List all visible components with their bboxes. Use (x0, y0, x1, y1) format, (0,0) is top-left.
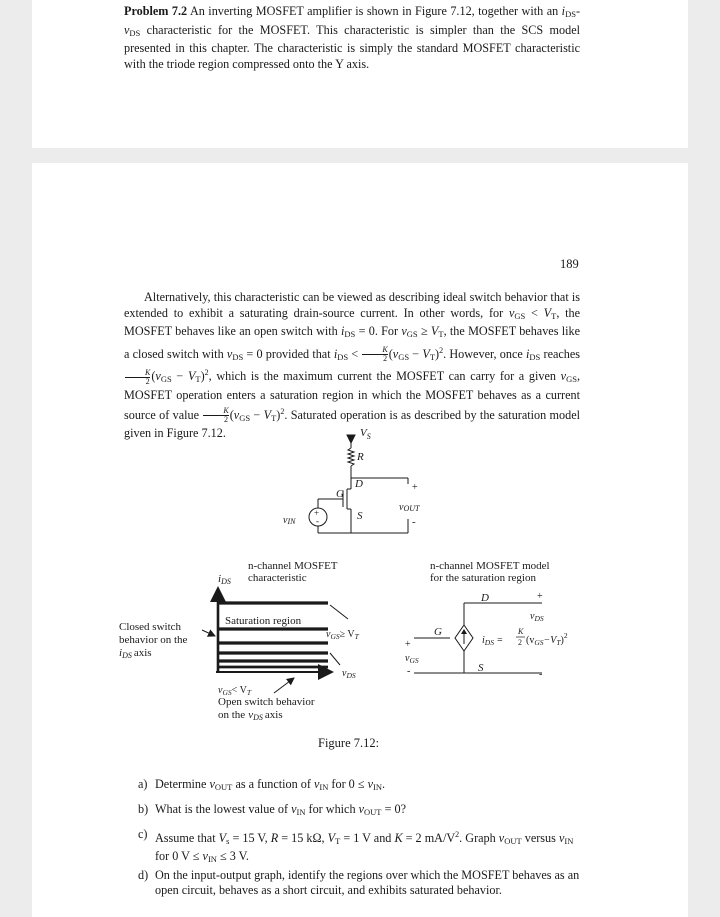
svg-text:Closed switch: Closed switch (119, 621, 182, 633)
figure-7-12 (32, 421, 688, 761)
svg-text:+: + (412, 482, 418, 493)
svg-text:Saturation region: Saturation region (225, 615, 302, 627)
svg-text:-: - (412, 516, 416, 528)
svg-text:D: D (481, 592, 489, 604)
svg-text:G: G (336, 488, 344, 500)
svg-text:vOUT: vOUT (399, 502, 420, 513)
question-b: b) What is the lowest value of $v_{IN}$ for which $v_{OUT} = 0$? (138, 802, 406, 817)
page-189 (32, 163, 688, 917)
svg-text:vIN: vIN (283, 515, 296, 526)
page-top (32, 0, 688, 148)
characteristic-graph (119, 560, 360, 722)
svg-text:S: S (357, 510, 363, 522)
svg-text:characteristic: characteristic (248, 572, 307, 584)
svg-text:VS: $V_S$ (360, 427, 371, 441)
question-d: d) On the input-output graph, identify the regions over which the MOSFET behaves as an open circuit, behaves as a short circuit, and exhibits saturated behavior. (138, 868, 580, 898)
svg-text:+: + (405, 639, 411, 650)
svg-text:vGS< VT: $v_{GS}< V_T$ (218, 685, 251, 697)
resistor-icon (348, 448, 354, 466)
svg-text:R: R (357, 451, 364, 463)
problem-intro: Problem 7.2 An inverting MOSFET amplifier is shown in Figure 7.12, together with an $i_{DS}-v_{DS}$ characteristic for the MOSFET. This characteristic is simpler than the SCS model presented in this chapter. The characteristic is simply the standard MOSFET characteristic with the triode region compressed onto the Y axis. (124, 4, 580, 71)
page-number: 189 (560, 257, 579, 271)
supply-arrow-icon (347, 435, 355, 443)
figure-caption: Figure 7.12: (318, 736, 380, 750)
saturation-model (405, 560, 568, 680)
svg-text:iDSaxis: iDS axis (119, 647, 152, 660)
svg-text:iDS=: $i_{DS}$ = (482, 635, 503, 647)
svg-text:K: K (518, 627, 524, 636)
svg-text:G: G (434, 626, 442, 638)
question-c: c) Assume that $V_s = 15$ V, R = 15 kΩ, $V_T = 1$ V and K = 2 $mA/V^2$. Graph $v_{OUT}$ versus $v_{IN}$ for 0 $V \le v_{IN} \le 3$ V. (138, 827, 574, 865)
svg-text:-: - (316, 516, 319, 526)
svg-text:-: - (407, 666, 411, 677)
svg-text:+: + (314, 508, 320, 518)
svg-text:2: 2 (518, 638, 522, 647)
problem-label: Problem 7.2 (124, 4, 188, 18)
svg-text:-: - (539, 669, 543, 680)
svg-text:vDS: $v_{DS}$ (342, 668, 356, 680)
svg-text:behavior on the: behavior on the (119, 634, 188, 646)
svg-text:vGS≥ VT: $v_{GS}\ge V_T$ (326, 629, 359, 641)
svg-text:vDS: $v_{DS}$ (530, 611, 544, 623)
svg-text:+: + (537, 591, 543, 602)
svg-text:Open switch behavior: Open switch behavior (218, 696, 315, 708)
svg-text:D: D (355, 478, 363, 490)
svg-text:S: S (478, 662, 484, 674)
svg-text:vGS: $v_{GS}$ (405, 653, 419, 665)
svg-text:n-channel MOSFET model: n-channel MOSFET model (430, 560, 550, 572)
svg-text:(vGS−VT)2: $(v_{GS}-V_T)^2$ (526, 631, 568, 647)
svg-text:n-channel MOSFET: n-channel MOSFET (248, 560, 338, 572)
svg-text:for the saturation region: for the saturation region (430, 572, 536, 584)
question-a: a) Determine $v_{OUT}$ as a function of $v_{IN}$ for $0 \le v_{IN}$. (138, 777, 386, 792)
body-paragraph: Alternatively, this characteristic can be viewed as describing ideal switch behavior that is extended to exhibit a saturating drain-source current. In other words, for $v_{GS} < V_T$, the MOSFET behaves like an open switch with $i_{DS} = 0$. For $v_{GS} \ge V_T$, the MOSFET behaves like a closed switch with $v_{DS} = 0$ provided that $i_{DS}$ < $\frac{K}{2}$ $(v_{GS} - V_T)^2$. However, once $i_{DS}$ reaches $\frac{K}{2}$ $(v_{GS} - V_T)^2$, which is the maximum current the MOSFET can carry for a given $v_{GS}$, MOSFET operation enters a saturation region in which the MOSFET behaves as a current source of value $\frac{K}{2}$ $(v_{GS} - V_T)^2$. Saturated operation is as described by the saturation model given in Figure 7.12. (124, 290, 581, 441)
svg-text:iDS: iDS (218, 573, 231, 586)
svg-text:on thevDSaxis: on the vDS axis (218, 709, 283, 722)
